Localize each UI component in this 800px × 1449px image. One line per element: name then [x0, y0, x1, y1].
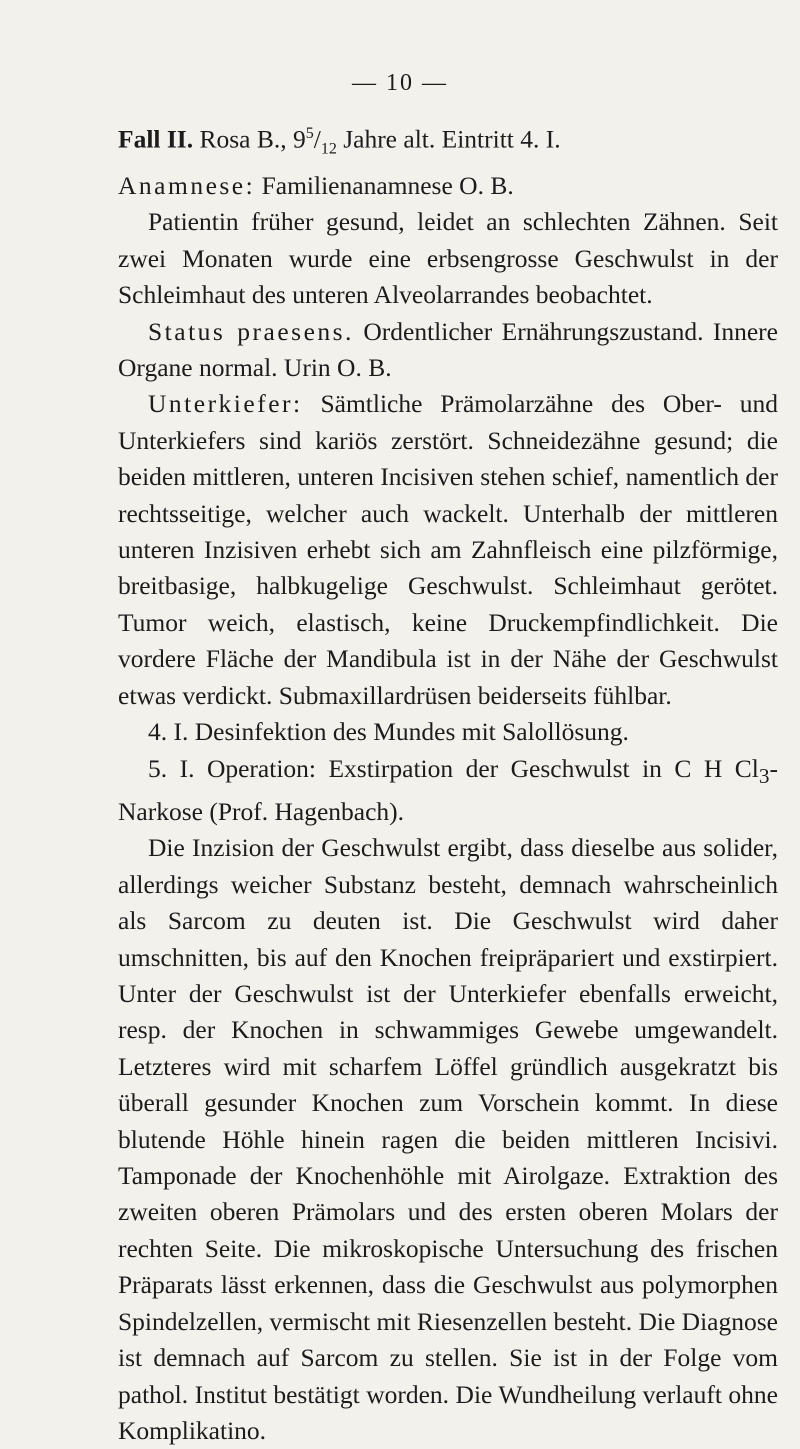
patient-info: Rosa B., 9: [193, 124, 306, 154]
findings-paragraph: Die Inzision der Geschwulst ergibt, dass dieselbe aus solider, allerdings weicher Substanz besteht, demnach wahrscheinlich als Sarcom zu deuten ist. Die Geschwulst wird daher umschnitten, bis auf den Knochen freipräpariert und exstirpiert. Unter der Geschwulst ist der Unterkiefer ebenfalls erweicht, resp. der Knochen in schwammiges Gewebe umgewandelt. Letzteres wird mit scharfem Löffel gründlich ausgekratzt bis überall gesunder Knochen zum Vorschein kommt. In diese blutende Höhle hinein ragen die beiden mittleren Incisivi. Tamponade der Knochenhöhle mit Airolgaze. Extraktion des zweiten oberen Prämolars und des ersten oberen Molars der rechten Seite. Die mikroskopische Untersuchung des frischen Präparats lässt erkennen, dass die Geschwulst aus polymorphen Spindelzellen, vermischt mit Riesenzellen besteht. Die Diagnose ist demnach auf Sarcom zu stellen. Sie ist in der Folge vom pathol. Institut bestätigt worden. Die Wundheilung verlauft ohne Komplikatino.: [118, 833, 778, 1445]
status-label: Status praesens.: [148, 316, 354, 346]
anamnese-paragraph: [118, 168, 778, 204]
operation-paragraph: [118, 751, 778, 831]
history-paragraph: Patientin früher gesund, leidet an schlechten Zähnen. Seit zwei Monaten wurde eine erbsengrosse Geschwulst in der Schleimhaut des unteren Alveolarrandes beobachtet.: [118, 207, 778, 310]
unterkiefer-label: Unterkiefer:: [148, 389, 303, 419]
age-fraction-separator: /: [313, 124, 321, 154]
status-text: Ordentlicher Ernährungszustand. Innere Organe normal. Urin O. B.: [118, 316, 778, 383]
anamnese-label: Anamnese:: [118, 171, 256, 200]
page-number: — 10 —: [352, 70, 448, 96]
admission-info: Jahre alt. Eintritt 4. I.: [336, 124, 561, 154]
disinfection-paragraph: 4. I. Desinfektion des Mundes mit Salollösung.: [148, 717, 629, 747]
document-body: [118, 116, 778, 1449]
operation-text: 5. I. Operation: Exstirpation der Geschwulst in C H Cl: [148, 753, 759, 783]
case-label: Fall II.: [118, 124, 194, 154]
unterkiefer-text: Sämtliche Prämolarzähne des Ober- und Unterkiefers sind kariös zerstört. Schneidezähne gesund; die beiden mittleren, unteren Incisiven stehen schief, namentlich der rechtsseitige, welcher auch wackelt. Unterhalb der mittleren unteren Inzisiven erhebt sich am Zahnfleisch eine pilzförmige, breitbasige, halbkugelige Geschwulst. Schleimhaut gerötet. Tumor weich, elastisch, keine Druckempfindlichkeit. Die vordere Fläche der Mandibula ist in der Nähe der Geschwulst etwas verdickt. Submaxillardrüsen beiderseits fühlbar.: [118, 389, 778, 710]
status-paragraph: [118, 314, 778, 387]
case-heading-paragraph: [118, 116, 778, 168]
anamnese-text: Familienanamnese O. B.: [255, 171, 514, 200]
age-fraction-denominator: 12: [320, 140, 337, 158]
narkose-text: -Narkose (Prof. Hagenbach).: [118, 753, 778, 826]
unterkiefer-paragraph: [118, 386, 778, 714]
chloroform-subscript: 3: [758, 763, 770, 788]
age-fraction-numerator: 5: [305, 125, 314, 142]
